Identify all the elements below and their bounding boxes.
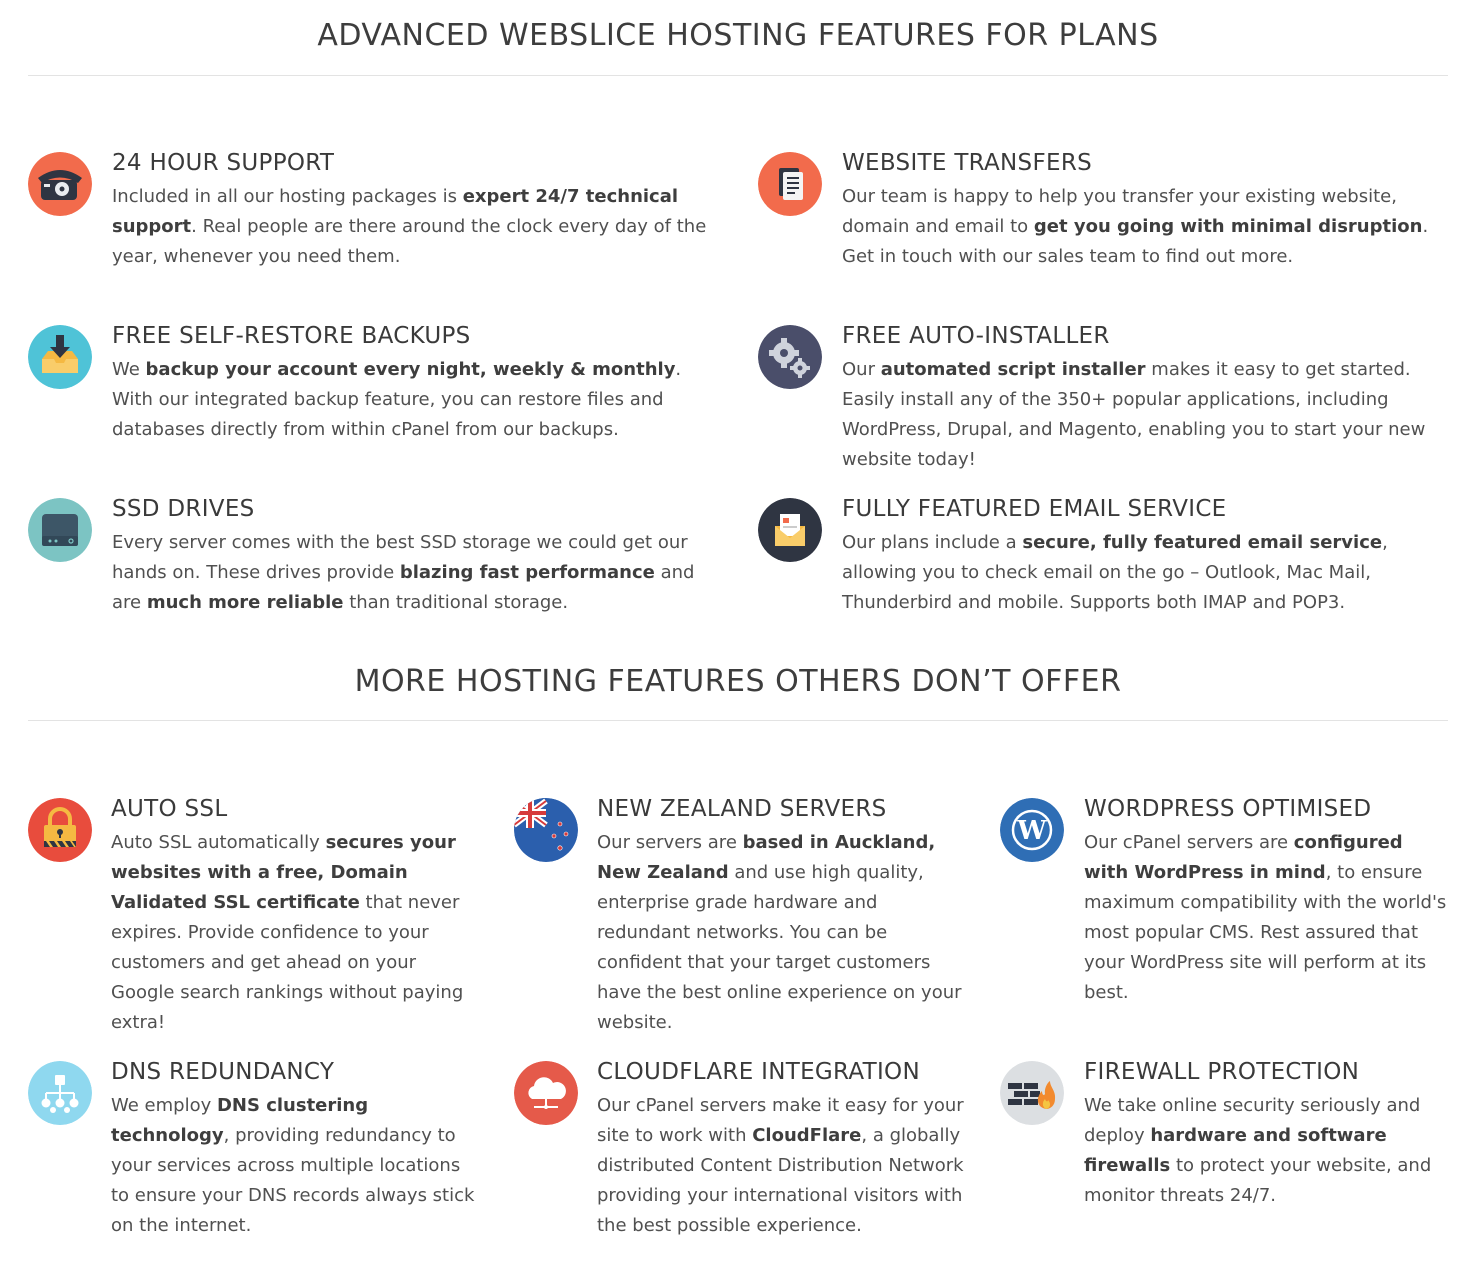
cloud-icon — [514, 1061, 578, 1125]
description-text: Every server comes with the best SSD storage we could get our hands on. These drives provide — [112, 532, 688, 583]
feature-description — [597, 1091, 967, 1241]
section-divider — [28, 720, 1448, 721]
section-title-more-features: MORE HOSTING FEATURES OTHERS DON’T OFFER — [354, 664, 1122, 699]
description-text: . With our integrated backup feature, you can restore files and databases directly from within cPanel from our backups. — [112, 359, 682, 440]
feature-title: WORDPRESS OPTIMISED — [1084, 796, 1372, 822]
description-highlight: configured with WordPress in mind — [1084, 832, 1403, 883]
description-text: Auto SSL automatically — [111, 832, 326, 853]
feature-description — [842, 182, 1454, 272]
feature-description — [1084, 1091, 1452, 1211]
description-highlight: CloudFlare — [752, 1125, 862, 1146]
feature-description — [842, 528, 1452, 618]
description-highlight: DNS clustering technology — [111, 1095, 369, 1146]
section-divider — [28, 75, 1448, 76]
description-text: Our team is happy to help you transfer your existing website, domain and email to — [842, 186, 1397, 237]
feature-title: WEBSITE TRANSFERS — [842, 150, 1093, 176]
description-text: We take online security seriously and deploy — [1084, 1095, 1421, 1146]
feature-title: FREE SELF-RESTORE BACKUPS — [112, 323, 471, 349]
svg-text:W: W — [1017, 816, 1047, 846]
description-text: and use high quality, enterprise grade hardware and redundant networks. You can be confident that your target customers have the best online experience on your website. — [597, 862, 962, 1033]
feature-title: FULLY FEATURED EMAIL SERVICE — [842, 496, 1227, 522]
feature-description — [597, 828, 969, 1038]
description-text: . Real people are there around the clock every day of the year, whenever you need them. — [112, 216, 707, 267]
feature-description — [112, 528, 724, 618]
description-text: Our cPanel servers make it easy for your site to work with — [597, 1095, 964, 1146]
description-text: , a globally distributed Content Distribution Network providing your international visitors with the best possible experience. — [597, 1125, 964, 1236]
feature-title: AUTO SSL — [111, 796, 228, 822]
telephone-icon — [28, 152, 92, 216]
description-text: than traditional storage. — [343, 592, 569, 613]
description-highlight: much more reliable — [146, 592, 344, 613]
wordpress-icon — [1000, 798, 1064, 862]
ssd-drive-icon — [28, 498, 92, 562]
description-text: Included in all our hosting packages is — [112, 186, 463, 207]
gears-icon — [758, 325, 822, 389]
feature-description — [112, 182, 712, 272]
description-text: makes it easy to get started. Easily install any of the 350+ popular applications, including WordPress, Drupal, and Magento, enabling you to start your new website today! — [842, 359, 1426, 470]
description-text: , to ensure maximum compatibility with the world's most popular CMS. Rest assured that your WordPress site will perform at its best. — [1084, 862, 1447, 1003]
description-text: and are — [112, 562, 695, 613]
section-title-advanced-features: ADVANCED WEBSLICE HOSTING FEATURES FOR PLANS — [317, 18, 1159, 53]
document-transfer-icon — [758, 152, 822, 216]
description-text: We — [112, 359, 146, 380]
description-text: . Get in touch with our sales team to find out more. — [842, 216, 1429, 267]
feature-title: FIREWALL PROTECTION — [1084, 1059, 1360, 1085]
description-highlight: backup your account every night, weekly & monthly — [145, 359, 676, 380]
feature-title: FREE AUTO-INSTALLER — [842, 323, 1110, 349]
description-highlight: secures your websites with a free, Domain Validated SSL certificate — [111, 832, 456, 913]
padlock-icon — [28, 798, 92, 862]
description-text: We employ — [111, 1095, 217, 1116]
feature-description — [842, 355, 1456, 475]
description-text: Our servers are — [597, 832, 743, 853]
dns-network-icon — [28, 1061, 92, 1125]
description-text: Our cPanel servers are — [1084, 832, 1294, 853]
feature-title: NEW ZEALAND SERVERS — [597, 796, 887, 822]
description-highlight: secure, fully featured email service — [1022, 532, 1383, 553]
feature-description — [1084, 828, 1452, 1008]
description-highlight: automated script installer — [880, 359, 1146, 380]
description-highlight: blazing fast performance — [399, 562, 655, 583]
nz-flag-icon — [514, 798, 578, 862]
description-highlight: hardware and software firewalls — [1084, 1125, 1387, 1176]
description-highlight: expert 24/7 technical support — [112, 186, 679, 237]
description-text: Our — [842, 359, 881, 380]
email-envelope-icon — [758, 498, 822, 562]
feature-description — [111, 828, 483, 1038]
feature-title: CLOUDFLARE INTEGRATION — [597, 1059, 920, 1085]
feature-description — [112, 355, 724, 445]
description-text: , allowing you to check email on the go – Outlook, Mac Mail, Thunderbird and mobile. Supports both IMAP and POP3. — [842, 532, 1388, 613]
feature-title: 24 HOUR SUPPORT — [112, 150, 335, 176]
feature-title: SSD DRIVES — [112, 496, 255, 522]
description-highlight: based in Auckland, New Zealand — [597, 832, 936, 883]
feature-title: DNS REDUNDANCY — [111, 1059, 335, 1085]
description-text: Our plans include a — [842, 532, 1023, 553]
feature-description — [111, 1091, 483, 1241]
description-text: , providing redundancy to your services across multiple locations to ensure your DNS records always stick on the internet. — [111, 1125, 475, 1236]
firewall-icon — [1000, 1061, 1064, 1125]
description-text: that never expires. Provide confidence to your customers and get ahead on your Google search rankings without paying extra! — [111, 892, 464, 1033]
description-text: to protect your website, and monitor threats 24/7. — [1084, 1155, 1432, 1206]
description-highlight: get you going with minimal disruption — [1033, 216, 1423, 237]
backup-download-icon — [28, 325, 92, 389]
